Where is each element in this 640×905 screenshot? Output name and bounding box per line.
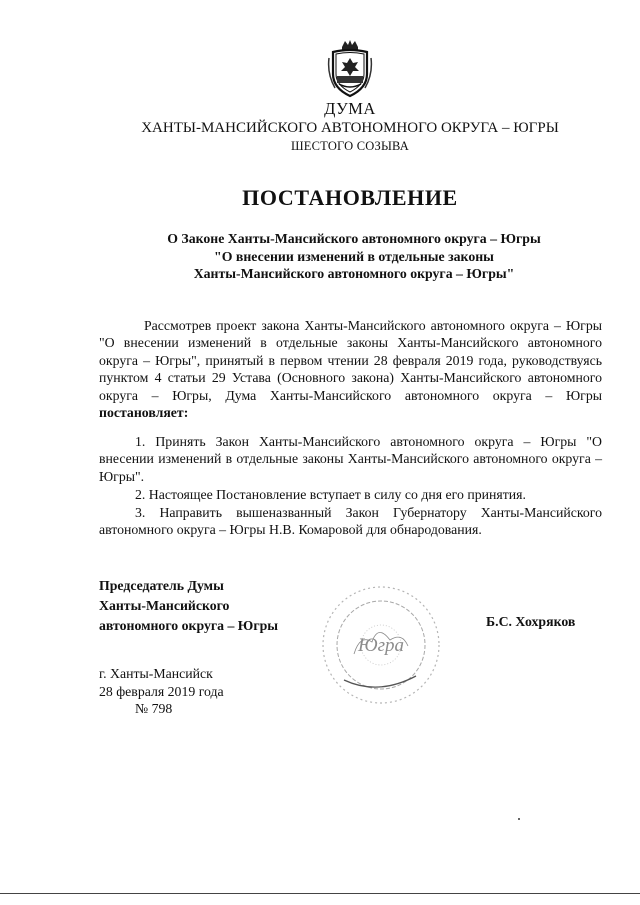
seal-text: Югра	[357, 635, 405, 656]
subject-line: О Законе Ханты-Мансийского автономного округа – Югры	[167, 231, 541, 246]
document-number: № 798	[135, 701, 173, 716]
signatory-position-line: автономного округа – Югры	[99, 618, 279, 633]
preamble-paragraph	[99, 317, 602, 421]
resolution-item: 3. Направить вышеназванный Закон Губернатору Ханты-Мансийского автономного округа – Югры Н.В. Комаровой для обнародования.	[99, 505, 602, 538]
preamble-keyword: постановляет:	[99, 405, 189, 421]
signatory-position-line: Ханты-Мансийского	[99, 598, 230, 613]
convocation-heading: ШЕСТОГО СОЗЫВА	[290, 139, 410, 153]
signatory-position	[99, 576, 278, 636]
subject-line: "О внесении изменений в отдельные законы	[214, 249, 494, 264]
official-seal	[320, 584, 442, 706]
document-place: г. Ханты-Мансийск	[99, 666, 213, 681]
signatory-position-line: Председатель Думы	[99, 578, 224, 593]
scan-speck	[518, 818, 520, 820]
duma-heading: ДУМА	[324, 99, 376, 118]
bottom-rule	[0, 893, 640, 894]
resolution-item: 2. Настоящее Постановление вступает в силу со дня его принятия.	[135, 487, 526, 502]
coat-of-arms-emblem	[327, 38, 373, 98]
okrug-heading: ХАНТЫ-МАНСИЙСКОГО АВТОНОМНОГО ОКРУГА – ЮГРЫ	[141, 120, 559, 136]
resolution-item: 1. Принять Закон Ханты-Мансийского автономного округа – Югры "О внесении изменений в отдельные законы Ханты-Мансийского автономного округа – Югры".	[99, 434, 602, 484]
signatory-name: Б.С. Хохряков	[486, 614, 576, 629]
subject-line: Ханты-Мансийского автономного округа – Югры"	[193, 266, 515, 281]
document-title: ПОСТАНОВЛЕНИЕ	[242, 185, 458, 210]
document-date: 28 февраля 2019 года	[99, 684, 224, 699]
preamble-text: Рассмотрев проект закона Ханты-Мансийского автономного округа – Югры "О внесении изменений в отдельные законы Ханты-Мансийского автономного округа – Югры", принятый в первом чтении 28 февраля 2019 года, руководствуясь пунктом 4 статьи 29 Устава (Основного закона) Ханты-Мансийского автономного округа – Югры, Дума Ханты-Мансийского автономного округа – Югры	[99, 318, 602, 403]
place-date-block	[99, 665, 224, 701]
